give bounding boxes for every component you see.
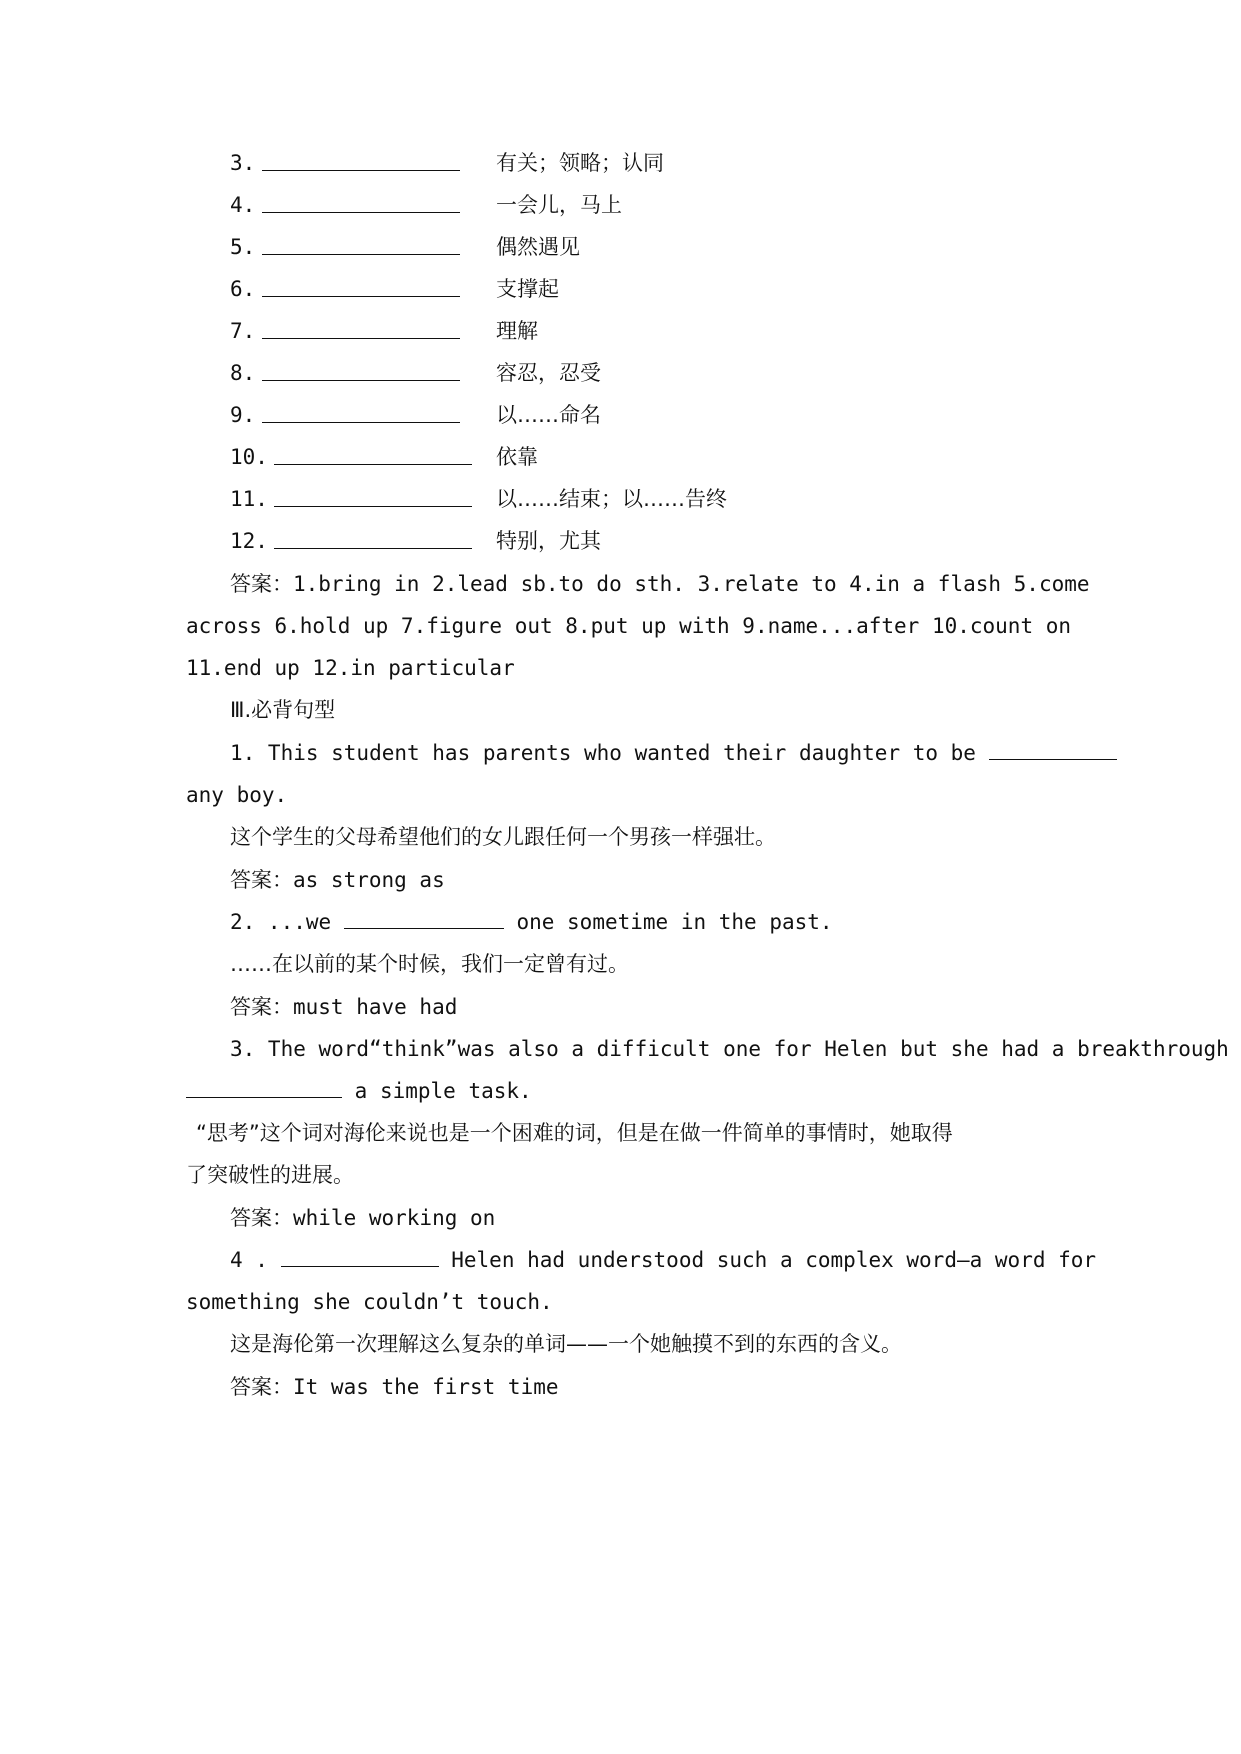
vocab-number: 12. [230,529,268,553]
answer-blank[interactable] [274,464,472,465]
answer-label: 答案： [230,868,293,892]
answer-label: 答案： [230,1206,293,1230]
sentence-text: 1. This student has parents who wanted their daughter to be [230,741,976,765]
sentence-4-english-cont: something she couldn’t touch. [186,1290,553,1314]
answer-text: must have had [293,995,458,1019]
vocab-row-10 [230,442,1030,472]
vocab-answer-line-1 [230,569,1131,599]
answer-blank[interactable] [281,1265,439,1267]
answer-blank[interactable] [262,422,460,423]
answer-blank[interactable] [989,758,1117,760]
vocab-number: 11. [230,487,268,511]
vocab-meaning: 特别，尤其 [496,529,601,553]
vocab-meaning: 以……命名 [496,403,601,427]
sentence-3-english-cont [186,1076,1131,1106]
vocab-row-9 [230,400,1030,430]
answer-text: It was the first time [293,1375,559,1399]
answer-text: 1.bring in 2.lead sb.to do sth. 3.relate to 4.in a flash 5.come [293,572,1090,596]
vocab-row-11 [230,484,1030,514]
sentence-text: 4 . [230,1248,268,1272]
vocab-answer-line-2: across 6.hold up 7.figure out 8.put up with 9.name...after 10.count on [186,614,1072,638]
vocab-meaning: 有关；领略；认同 [496,151,664,175]
sentence-3-chinese: “思考”这个词对海伦来说也是一个困难的词，但是在做一件简单的事情时，她取得 [196,1121,953,1145]
answer-blank[interactable] [262,170,460,171]
sentence-3-english: 3. The word“think”was also a difficult one for Helen but she had a breakthrough [230,1037,1229,1061]
answer-blank[interactable] [274,506,472,507]
answer-blank[interactable] [262,296,460,297]
sentence-4-english [230,1245,1131,1275]
vocab-row-5 [230,232,1030,262]
vocab-meaning: 依靠 [496,445,538,469]
vocab-row-12 [230,526,1030,556]
vocab-row-8 [230,358,1030,388]
vocab-number: 6. [230,277,256,301]
sentence-2-answer [230,992,1131,1022]
vocab-row-3 [230,148,1030,178]
vocab-answer-line-3: 11.end up 12.in particular [186,656,515,680]
vocab-number: 8. [230,361,256,385]
vocab-number: 4. [230,193,256,217]
answer-label: 答案： [230,572,293,596]
answer-blank[interactable] [262,254,460,255]
vocab-number: 10. [230,445,268,469]
sentence-1-english [230,738,1131,768]
answer-text: as strong as [293,868,445,892]
sentence-text: one sometime in the past. [516,910,833,934]
answer-blank[interactable] [262,338,460,339]
answer-label: 答案： [230,995,293,1019]
vocab-number: 5. [230,235,256,259]
vocab-meaning: 以……结束；以……告终 [496,487,727,511]
sentence-text: a simple task. [354,1079,532,1103]
answer-blank[interactable] [274,548,472,549]
vocab-row-6 [230,274,1030,304]
answer-blank[interactable] [186,1096,342,1098]
vocab-number: 7. [230,319,256,343]
vocab-row-7 [230,316,1030,346]
answer-blank[interactable] [262,380,460,381]
answer-text: while working on [293,1206,496,1230]
sentence-2-english [230,907,1131,937]
answer-label: 答案： [230,1375,293,1399]
sentence-4-chinese: 这是海伦第一次理解这么复杂的单词——一个她触摸不到的东西的含义。 [230,1332,902,1356]
vocab-meaning: 容忍，忍受 [496,361,601,385]
sentence-2-chinese: ……在以前的某个时候，我们一定曾有过。 [230,952,629,976]
vocab-meaning: 一会儿，马上 [496,193,622,217]
sentence-4-answer [230,1372,1131,1402]
answer-blank[interactable] [262,212,460,213]
sentence-3-answer [230,1203,1131,1233]
vocab-row-4 [230,190,1030,220]
vocab-meaning: 支撑起 [496,277,559,301]
sentence-text: 2. ...we [230,910,332,934]
sentence-1-answer [230,865,1131,895]
vocab-number: 3. [230,151,256,175]
sentence-1-chinese: 这个学生的父母希望他们的女儿跟任何一个男孩一样强壮。 [230,825,776,849]
sentence-3-chinese-cont: 了突破性的进展。 [186,1163,354,1187]
vocab-number: 9. [230,403,256,427]
vocab-meaning: 偶然遇见 [496,235,580,259]
sentence-1-english-cont: any boy. [186,783,288,807]
section-heading: Ⅲ.必背句型 [230,698,336,722]
answer-blank[interactable] [344,927,504,929]
vocab-meaning: 理解 [496,319,538,343]
sentence-text: Helen had understood such a complex word—a word for [451,1248,1097,1272]
